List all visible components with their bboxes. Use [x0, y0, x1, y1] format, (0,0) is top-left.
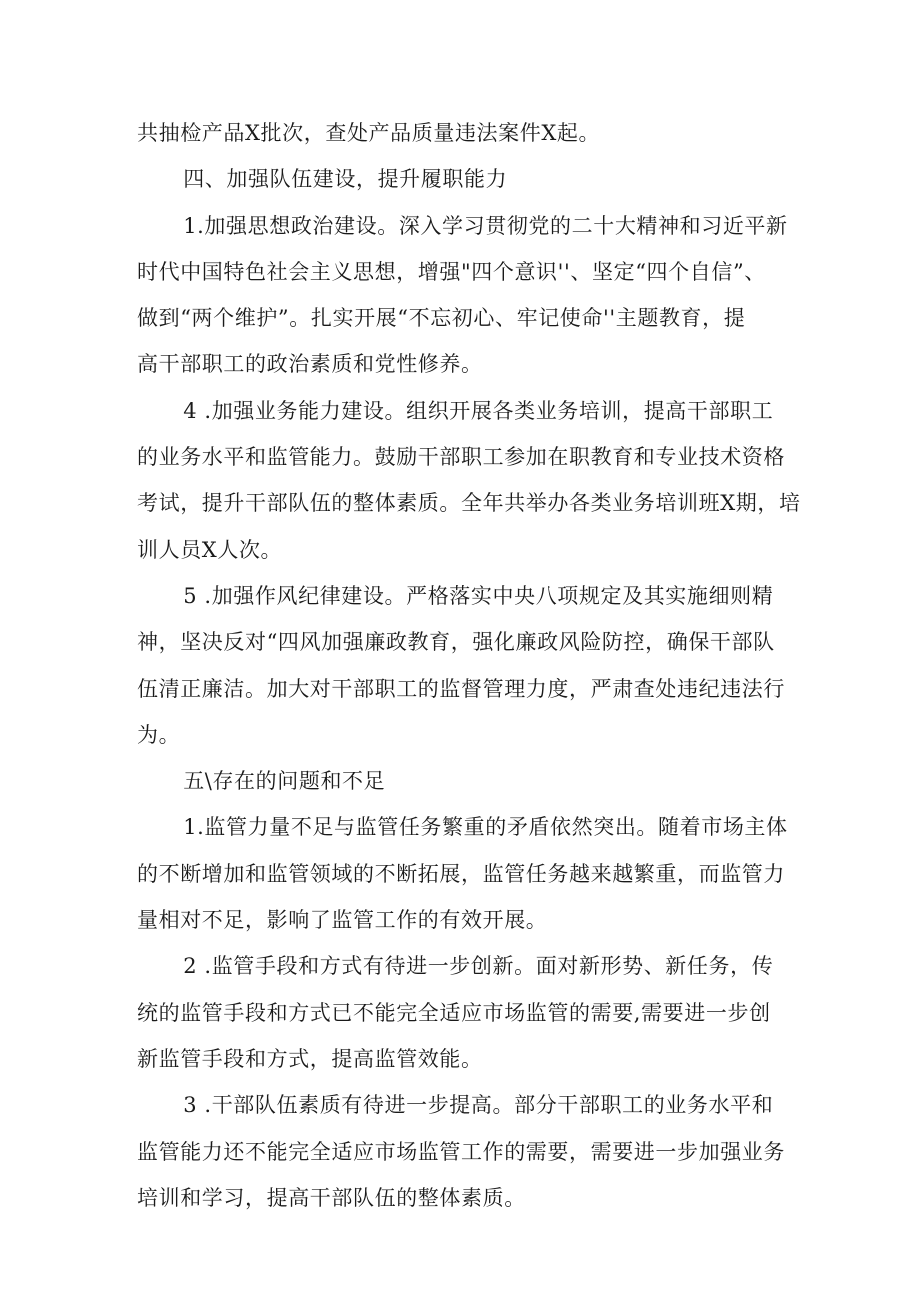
- text-line: 新监管手段和方式，提高监管效能。: [137, 1046, 483, 1071]
- paragraph-problem-staffing: [137, 804, 793, 943]
- text-line: 1.加强思想政治建设。深入学习贯彻党的二十大精神和习近平新: [183, 213, 788, 238]
- text-line: 量相对不足，影响了监管工作的有效开展。: [137, 908, 548, 933]
- document-body: [137, 110, 801, 1221]
- text-line: 神，坚决反对“四风加强廉政教育，强化廉政风险防控，确保干部队: [137, 630, 775, 655]
- heading-text: 四、加强队伍建设，提升履职能力: [183, 167, 508, 192]
- text-line: 1.监管力量不足与监管任务繁重的矛盾依然突出。随着市场主体: [183, 815, 788, 840]
- text-line: 5 .加强作风纪律建设。严格落实中央八项规定及其实施细则精: [183, 583, 774, 608]
- paragraph-capability-building: [137, 388, 801, 573]
- text-line: 统的监管手段和方式已不能完全适应市场监管的需要,需要进一步创: [137, 1000, 771, 1025]
- text-line: 监管能力还不能完全适应市场监管工作的需要，需要进一步加强业务: [137, 1139, 785, 1164]
- text-line: 共抽检产品X批次，查处产品质量违法案件X起。: [137, 121, 601, 145]
- text-line: 3 .干部队伍素质有待进一步提高。部分干部职工的业务水平和: [183, 1093, 774, 1118]
- text-line: 考试，提升干部队伍的整体素质。全年共举办各类业务培训班X期，培: [137, 491, 801, 516]
- text-line: 为。: [137, 722, 181, 747]
- paragraph-problem-quality: [137, 1082, 793, 1221]
- text-line: 高干部职工的政治素质和党性修养。: [137, 352, 483, 377]
- text-line: 的不断增加和监管领域的不断拓展，监管任务越来越繁重，而监管力: [137, 861, 785, 886]
- text-line: 4 .加强业务能力建设。组织开展各类业务培训，提高干部职工: [183, 398, 774, 423]
- text-line: 时代中国特色社会主义思想，增强"四个意识''、坚定“四个自信”、: [137, 259, 766, 284]
- text-line: 伍清正廉洁。加大对干部职工的监督管理力度，严肃查处违纪违法行: [137, 676, 785, 701]
- section-heading-problems: [137, 758, 793, 804]
- text-line: 2 .监管手段和方式有待进一步创新。面对新形势、新任务，传: [183, 954, 774, 979]
- text-line: 做到“两个维护”。扎实开展“不忘初心、牢记使命''主题教育，提: [137, 306, 746, 331]
- paragraph-inspection-summary: [137, 110, 793, 156]
- text-line: 的业务水平和监管能力。鼓励干部职工参加在职教育和专业技术资格: [137, 445, 785, 470]
- paragraph-political-building: [137, 203, 793, 388]
- text-line: 训人员X人次。: [137, 537, 283, 562]
- text-line: 培训和学习，提高干部队伍的整体素质。: [137, 1185, 526, 1210]
- paragraph-discipline-building: [137, 573, 793, 758]
- paragraph-problem-methods: [137, 943, 793, 1082]
- heading-text: 五\存在的问题和不足: [183, 769, 386, 794]
- section-heading-team-building: [137, 156, 793, 202]
